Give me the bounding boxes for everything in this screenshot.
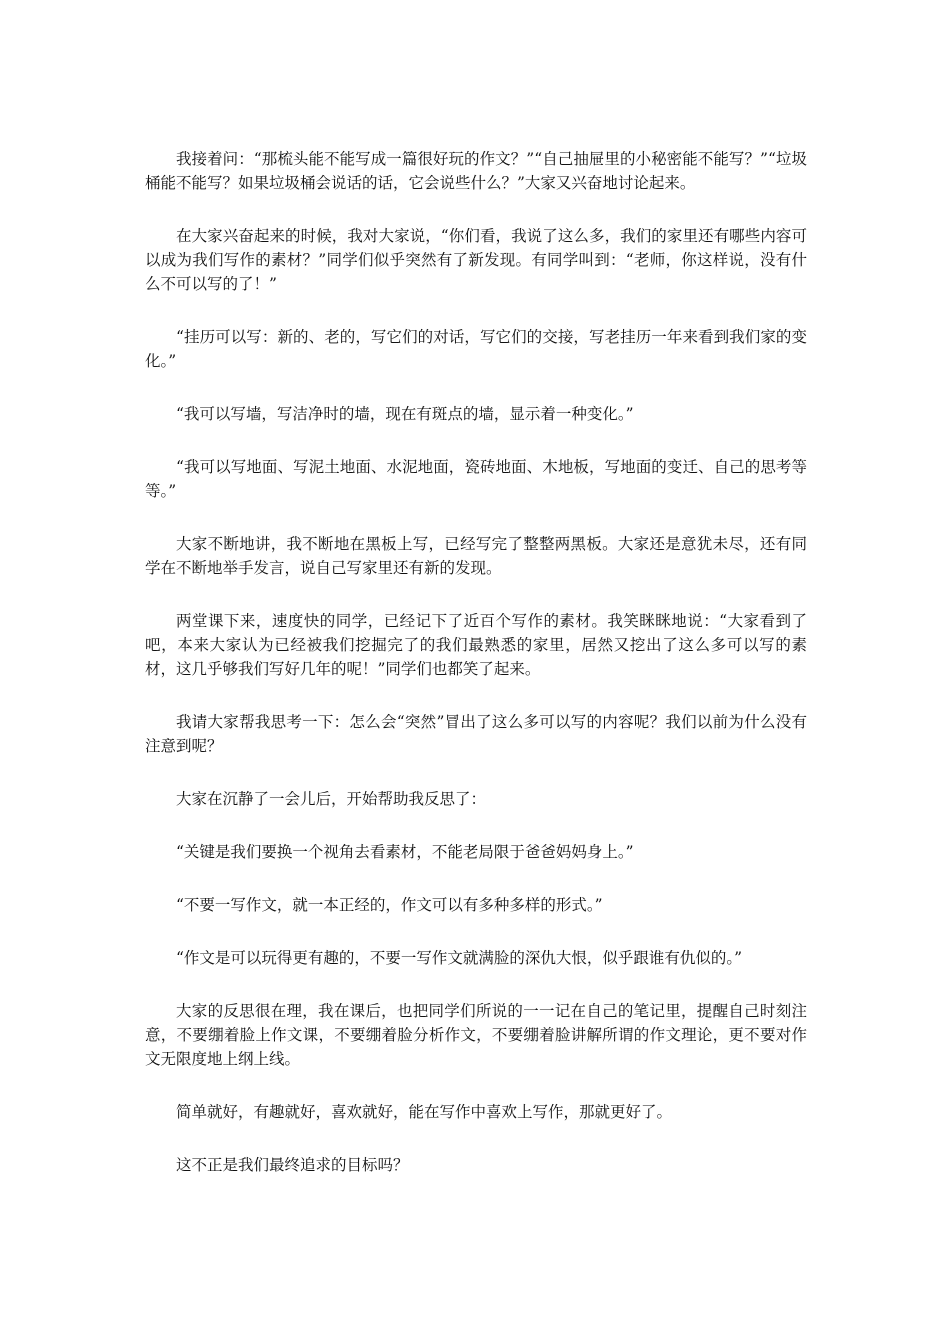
paragraph-10: “关键是我们要换一个视角去看素材，不能老局限于爸爸妈妈身上。” [176,843,634,861]
paragraph-7: 两堂课下来，速度快的同学，已经记下了近百个写作的素材。我笑眯眯地说：“大家看到了吧，本来大家认为已经被我们挖掘完了的我们最熟悉的家里，居然又挖出了这么多可以写的素材，这几乎够我们写好几年的呢！”同学们也都笑了起来。 [145,612,807,678]
paragraph-4: “我可以写墙，写洁净时的墙，现在有斑点的墙，显示着一种变化。” [176,405,634,423]
paragraph-13: 大家的反思很在理，我在课后，也把同学们所说的一一记在自己的笔记里，提醒自己时刻注意，不要绷着脸上作文课，不要绷着脸分析作文，不要绷着脸讲解所谓的作文理论，更不要对作文无限度地上纲上线。 [145,1002,807,1068]
paragraph-12: “作文是可以玩得更有趣的，不要一写作文就满脸的深仇大恨，似乎跟谁有仇似的。” [176,949,743,967]
paragraph-3: “挂历可以写：新的、老的，写它们的对话，写它们的交接，写老挂历一年来看到我们家的变化。” [145,328,807,370]
paragraph-6: 大家不断地讲，我不断地在黑板上写，已经写完了整整两黑板。大家还是意犹未尽，还有同学在不断地举手发言，说自己写家里还有新的发现。 [145,535,807,577]
paragraph-5: “我可以写地面、写泥土地面、水泥地面，瓷砖地面、木地板，写地面的变迁、自己的思考等等。” [145,458,807,500]
paragraph-8: 我请大家帮我思考一下：怎么会“突然”冒出了这么多可以写的内容呢？我们以前为什么没有注意到呢？ [145,713,807,755]
paragraph-2: 在大家兴奋起来的时候，我对大家说，“你们看，我说了这么多，我们的家里还有哪些内容可以成为我们写作的素材？”同学们似乎突然有了新发现。有同学叫到：“老师，你这样说，没有什么不可以写的了！” [145,227,807,293]
paragraph-11: “不要一写作文，就一本正经的，作文可以有多种多样的形式。” [176,896,603,914]
paragraph-9: 大家在沉静了一会儿后，开始帮助我反思了： [176,790,487,808]
paragraph-14: 简单就好，有趣就好，喜欢就好，能在写作中喜欢上写作，那就更好了。 [176,1103,673,1121]
document-body [145,147,807,1206]
paragraph-1: 我接着问：“那梳头能不能写成一篇很好玩的作文？”“自己抽屉里的小秘密能不能写？”“垃圾桶能不能写？如果垃圾桶会说话的话，它会说些什么？”大家又兴奋地讨论起来。 [145,150,807,192]
paragraph-15: 这不正是我们最终追求的目标吗？ [176,1156,409,1174]
